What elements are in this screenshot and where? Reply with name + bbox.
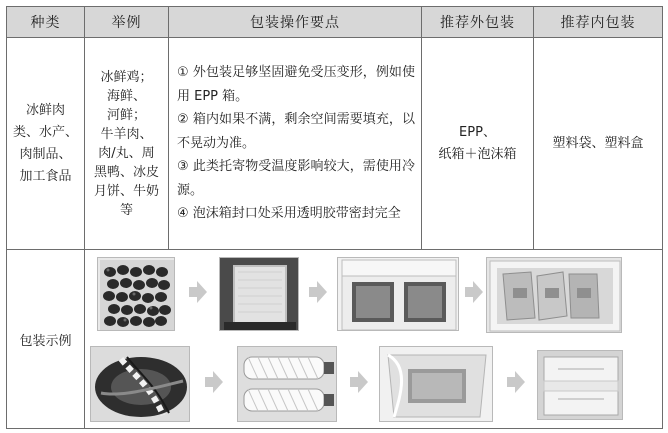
category-line: 肉制品、 [19, 146, 72, 162]
header-operations: 包装操作要点 [169, 7, 422, 38]
category-line: 加工食品 [19, 168, 72, 184]
sealed-box-image [538, 351, 623, 420]
coiled-item-image [91, 347, 190, 422]
example-line: 等 [119, 202, 133, 218]
photo-foam-box-bagged [379, 346, 493, 422]
packed-box-image [487, 258, 622, 333]
category-line: 类、水产、 [12, 124, 78, 140]
photo-foam-box-open [337, 257, 459, 331]
photo-coiled-item [90, 346, 190, 422]
operations-cell [169, 38, 422, 250]
photo-bottles-net-sleeve [237, 346, 337, 422]
bottles-image [238, 347, 337, 422]
example-line: 牛羊肉、 [100, 126, 153, 142]
operation-item: ② 箱内如果不满，剩余空间需要填充，以不晃动为准。 [177, 112, 415, 151]
absorbent-pad-image [220, 258, 299, 331]
snacks-tray-image [98, 258, 175, 331]
packaging-table [6, 6, 663, 429]
example-line: 海鲜、 [106, 88, 146, 104]
photos-cell [85, 250, 663, 429]
header-example: 举例 [85, 7, 169, 38]
operation-item: ① 外包装足够坚固避免受压变形，例如使用 EPP 箱。 [177, 65, 415, 104]
foam-box-image [338, 258, 459, 331]
outer-packaging-cell [422, 38, 534, 250]
photo-absorbent-pad [219, 257, 299, 331]
header-category: 种类 [7, 7, 85, 38]
example-line: 肉/丸、周 [98, 145, 155, 161]
example-line: 黑鸭、冰皮 [93, 164, 159, 180]
photo-strip [85, 250, 662, 428]
photo-sealed-foam-box [537, 350, 623, 420]
header-row [7, 7, 663, 38]
outer-packaging-line: 纸箱＋泡沫箱 [438, 146, 517, 162]
photo-snacks-tray [97, 257, 175, 331]
category-line: 冰鲜肉 [25, 102, 65, 118]
example-line: 月饼、牛奶 [93, 183, 159, 199]
operation-item: ④ 泡沫箱封口处采用透明胶带密封完全 [177, 206, 401, 222]
inner-packaging-cell: 塑料袋、塑料盒 [534, 38, 663, 250]
example-label-cell: 包装示例 [7, 250, 85, 429]
example-cell [85, 38, 169, 250]
outer-packaging-line: EPP、 [459, 124, 496, 140]
table-row [7, 38, 663, 250]
example-line: 冰鲜鸡； [100, 69, 153, 85]
operation-item: ③ 此类托寄物受温度影响较大，需使用冷源。 [177, 159, 415, 198]
bagged-box-image [380, 347, 493, 422]
example-photos-row [7, 250, 663, 429]
photo-packed-foam-box [486, 257, 622, 333]
example-line: 河鲜； [106, 107, 146, 123]
category-cell [7, 38, 85, 250]
header-outer-packaging: 推荐外包装 [422, 7, 534, 38]
header-inner-packaging: 推荐内包装 [534, 7, 663, 38]
